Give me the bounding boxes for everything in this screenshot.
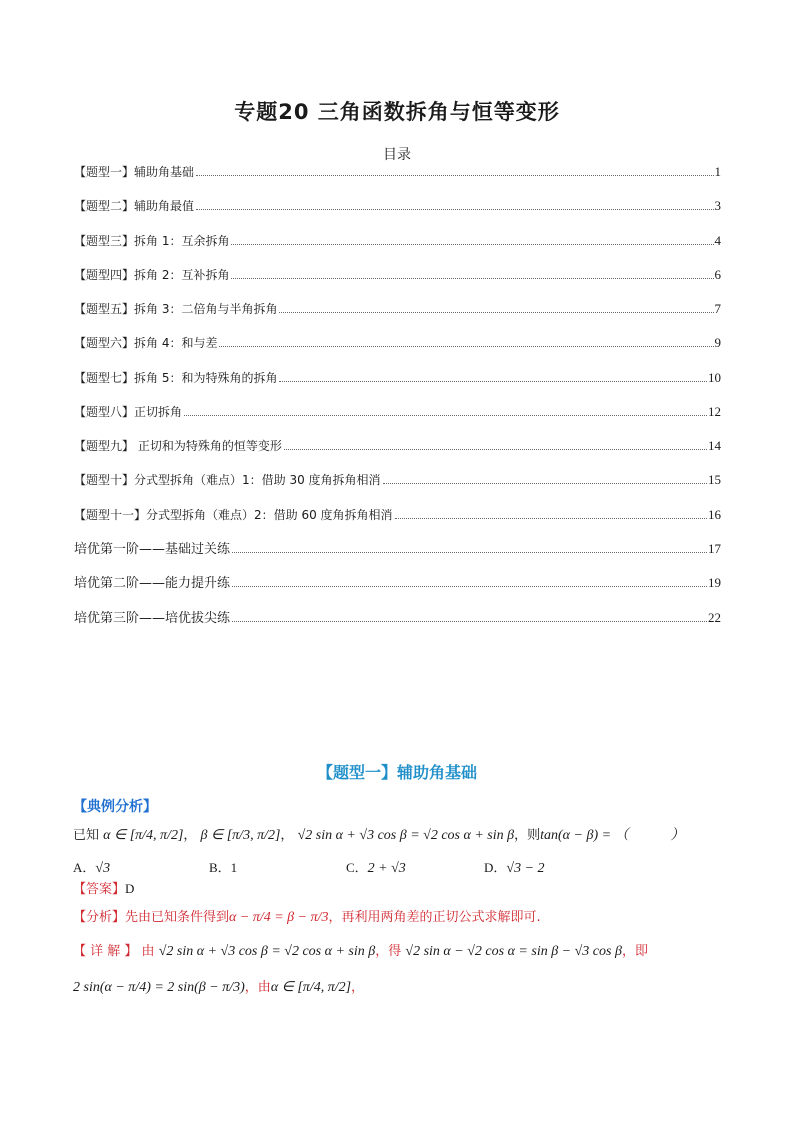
- toc-leader-dots: [383, 482, 707, 484]
- toc-entry-page: 7: [714, 301, 721, 316]
- toc-entry-label: 培优第三阶——培优拔尖练: [74, 611, 231, 626]
- toc-entry[interactable]: [74, 400, 721, 420]
- toc-entry[interactable]: [74, 297, 721, 317]
- detail-equation-4: α ∈ [π/4, π/2]: [270, 980, 352, 995]
- toc-leader-dots: [279, 380, 707, 382]
- toc-entry-label: 【题型五】拆角 3：二倍角与半角拆角: [74, 302, 278, 316]
- toc-entry-label: 【题型三】拆角 1：互余拆角: [74, 234, 230, 248]
- toc-entry-page: 14: [708, 438, 721, 453]
- detail-equation-3: 2 sin(α − π/4) = 2 sin(β − π/3): [73, 980, 245, 995]
- toc-entry-label: 【题型十一】分式型拆角（难点）2：借助 60 度角拆角相消: [74, 508, 393, 522]
- toc-heading: 目录: [383, 147, 411, 163]
- toc-leader-dots: [196, 208, 713, 210]
- condition-beta: β ∈ [π/3, π/2]: [200, 828, 281, 843]
- detail-line-1: 【 详 解 】 由 √2 sin α + √3 cos β = √2 cos α + sin β，得 √2 sin α − √2 cos α = sin β − √3 cos β，即: [73, 944, 648, 959]
- condition-alpha: α ∈ [π/4, π/2]: [103, 828, 184, 843]
- toc-leader-dots: [279, 311, 713, 313]
- option-c[interactable]: C．2 + √3: [346, 860, 406, 876]
- analysis-text-post: ，再利用两角差的正切公式求解即可.: [328, 910, 541, 925]
- problem-equation: √2 sin α + √3 cos β = √2 cos α + sin β: [297, 828, 515, 843]
- toc-entry[interactable]: [74, 606, 721, 626]
- option-d[interactable]: D．√3 − 2: [484, 860, 545, 876]
- toc-entry-page: 4: [714, 233, 721, 248]
- toc-leader-dots: [232, 585, 707, 587]
- toc-entry-page: 15: [708, 472, 721, 487]
- toc-entry-label: 培优第一阶——基础过关练: [74, 542, 231, 557]
- toc-leader-dots: [232, 551, 707, 553]
- toc-entry-page: 19: [708, 575, 721, 590]
- answer-label: 【答案】: [73, 882, 126, 897]
- toc-entry[interactable]: [74, 160, 721, 180]
- toc-entry-label: 【题型一】辅助角基础: [74, 165, 195, 179]
- toc-entry-page: 10: [708, 370, 721, 385]
- toc-entry-label: 【题型七】拆角 5：和为特殊角的拆角: [74, 371, 278, 385]
- problem-prefix: 已知: [73, 828, 100, 843]
- example-label: 【典例分析】: [73, 799, 157, 815]
- analysis-text-pre: 先由已知条件得到: [125, 910, 230, 925]
- toc-entry[interactable]: [74, 229, 721, 249]
- problem-ask: tan(α − β) = （ ）: [540, 828, 685, 843]
- analysis-math: α − π/4 = β − π/3: [229, 910, 329, 925]
- toc-leader-dots: [231, 277, 713, 279]
- toc-entry-label: 培优第二阶——能力提升练: [74, 576, 231, 591]
- document-title: 专题20 三角函数拆角与恒等变形: [234, 100, 560, 124]
- toc-entry-label: 【题型十】分式型拆角（难点）1：借助 30 度角拆角相消: [74, 473, 381, 487]
- toc-entry-page: 3: [714, 198, 721, 213]
- problem-ask-prefix: ，则: [514, 828, 541, 843]
- toc-entry[interactable]: [74, 331, 721, 351]
- toc-leader-dots: [232, 620, 707, 622]
- detail-line-2: 2 sin(α − π/4) = 2 sin(β − π/3)，由α ∈ [π/4, π/2]，: [73, 980, 365, 995]
- answer-line: [73, 878, 134, 897]
- toc-leader-dots: [219, 345, 713, 347]
- analysis-label: 【分析】: [73, 910, 126, 925]
- toc-entry-label: 【题型四】拆角 2：互补拆角: [74, 268, 230, 282]
- toc-entry[interactable]: [74, 468, 721, 488]
- toc-entry-page: 6: [714, 267, 721, 282]
- toc-entry-page: 17: [708, 541, 721, 556]
- toc-entry-page: 12: [708, 404, 721, 419]
- toc-entry[interactable]: [74, 263, 721, 283]
- toc-entry-label: 【题型八】正切拆角: [74, 405, 183, 419]
- option-a[interactable]: A．√3: [73, 860, 111, 876]
- toc-leader-dots: [184, 414, 707, 416]
- analysis-line: [73, 906, 541, 926]
- toc-entry[interactable]: [74, 366, 721, 386]
- section-title: 【题型一】辅助角基础: [316, 763, 477, 782]
- toc-entry[interactable]: [74, 194, 721, 214]
- toc-leader-dots: [284, 448, 707, 450]
- answer-value: D: [125, 881, 135, 896]
- toc-entry-label: 【题型九】 正切和为特殊角的恒等变形: [74, 439, 282, 453]
- toc-entry[interactable]: [74, 503, 721, 523]
- toc-entry[interactable]: [74, 537, 721, 557]
- toc-leader-dots: [196, 174, 713, 176]
- toc-entry-page: 16: [708, 507, 721, 522]
- toc-entry-page: 1: [714, 164, 721, 179]
- option-b[interactable]: B．1: [209, 860, 238, 875]
- detail-equation-1: √2 sin α + √3 cos β = √2 cos α + sin β: [158, 944, 376, 959]
- toc-entry-page: 22: [708, 610, 721, 625]
- toc-entry[interactable]: [74, 434, 721, 454]
- toc-leader-dots: [395, 517, 707, 519]
- problem-line: 已知 α ∈ [π/4, π/2]， β ∈ [π/3, π/2]， √2 sin α + √3 cos β = √2 cos α + sin β，则tan(α − β) = （ ）: [73, 828, 685, 843]
- toc-leader-dots: [231, 243, 713, 245]
- detail-equation-2: √2 sin α − √2 cos α = sin β − √3 cos β: [405, 944, 622, 959]
- toc-entry-label: 【题型二】辅助角最值: [74, 199, 195, 213]
- toc-entry-label: 【题型六】拆角 4：和与差: [74, 336, 218, 350]
- toc-entry-page: 9: [714, 335, 721, 350]
- detail-label: 【 详 解 】: [73, 944, 138, 959]
- toc-entry[interactable]: [74, 571, 721, 591]
